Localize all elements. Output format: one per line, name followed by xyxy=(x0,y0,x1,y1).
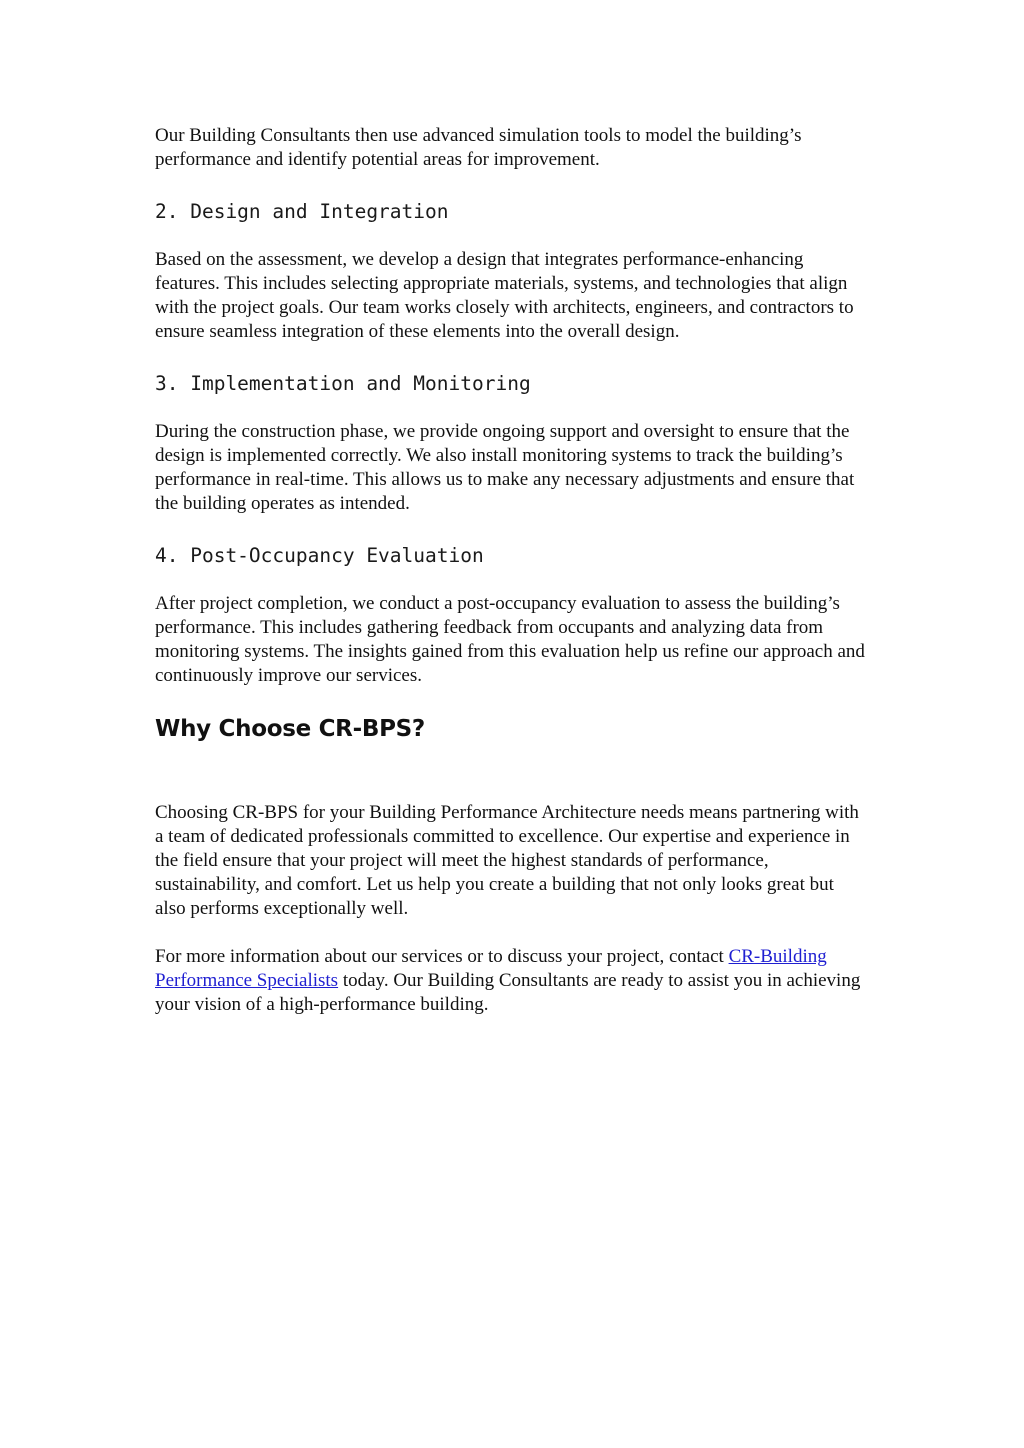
document-content xyxy=(155,124,867,1017)
design-paragraph: Based on the assessment, we develop a design that integrates performance-enhancing features. This includes selecting appropriate materials, systems, and technologies that align with the project goals. Our team works closely with architects, engineers, and contractors to ensure seamless integration of these elements into the overall design. xyxy=(155,249,854,342)
intro-paragraph: Our Building Consultants then use advanced simulation tools to model the building’s performance and identify potential areas for improvement. xyxy=(155,125,802,170)
heading-why-choose: Why Choose CR-BPS? xyxy=(155,716,425,742)
evaluation-paragraph: After project completion, we conduct a post-occupancy evaluation to assess the building’s performance. This includes gathering feedback from occupants and analyzing data from monitoring systems. The insights gained from this evaluation help us refine our approach and continuously improve our services. xyxy=(155,593,865,686)
heading-post-occupancy-evaluation: 4. Post-Occupancy Evaluation xyxy=(155,544,484,567)
contact-link[interactable]: CR-Building Performance Specialists xyxy=(155,946,827,991)
contact-paragraph xyxy=(155,945,867,1017)
heading-implementation-monitoring: 3. Implementation and Monitoring xyxy=(155,372,531,395)
contact-text-after: today. Our Building Consultants are ready to assist you in achieving your vision of a high-performance building. xyxy=(155,970,861,1015)
heading-design-integration: 2. Design and Integration xyxy=(155,200,449,223)
implementation-paragraph: During the construction phase, we provide ongoing support and oversight to ensure that the design is implemented correctly. We also install monitoring systems to track the building’s performance in real-time. This allows us to make any necessary adjustments and ensure that the building operates as intended. xyxy=(155,421,855,514)
contact-text-before: For more information about our services or to discuss your project, contact xyxy=(155,946,729,967)
why-paragraph: Choosing CR-BPS for your Building Performance Architecture needs means partnering with a team of dedicated professionals committed to excellence. Our expertise and experience in the field ensure that your project will meet the highest standards of performance, sustainability, and comfort. Let us help you create a building that not only looks great but also performs exceptionally well. xyxy=(155,802,859,919)
